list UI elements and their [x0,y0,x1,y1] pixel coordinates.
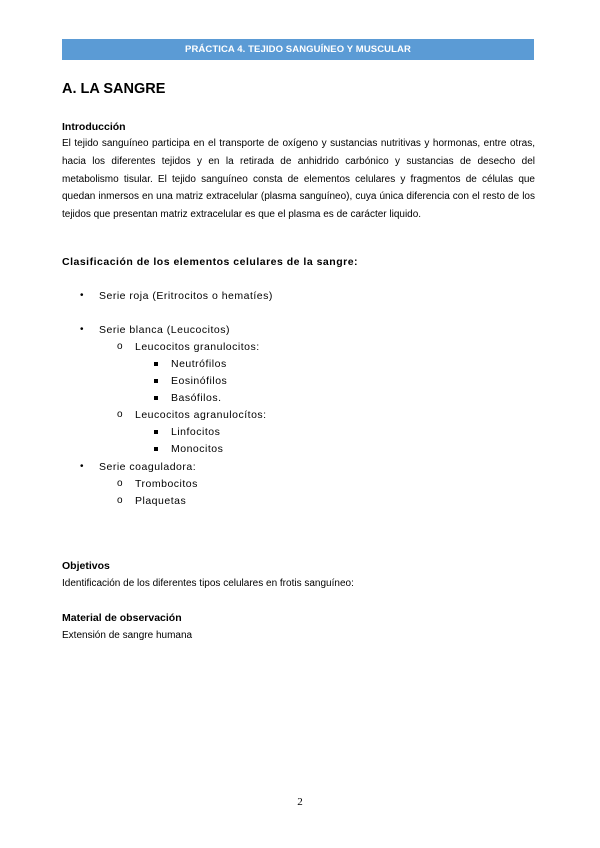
bullet-square-icon [154,447,158,451]
list-item-granulocitos: Leucocitos granulocitos: [135,341,260,353]
page-number: 2 [297,796,303,808]
list-item-neutrofilos: Neutrófilos [171,358,227,370]
page-header-bar: PRÁCTICA 4. TEJIDO SANGUÍNEO Y MUSCULAR [62,39,534,60]
list-item-eosinofilos: Eosinófilos [171,375,228,387]
bullet-circle-icon: o [117,478,123,489]
bullet-square-icon [154,362,158,366]
bullet-circle-icon: o [117,409,123,420]
material-text: Extensión de sangre humana [62,630,193,641]
list-item-serie-coaguladora: Serie coaguladora: [99,461,197,473]
list-item-agranulocitos: Leucocitos agranulocítos: [135,409,267,421]
bullet-dot-icon: • [80,324,84,335]
classification-heading: Clasificación de los elementos celulares de la sangre: [62,256,359,268]
intro-paragraph: El tejido sanguíneo participa en el transporte de oxígeno y sustancias nutritivas y hormonas, entre otras, hacia los diferentes tejidos y en la retirada de anhidrido carbónico y sustancias de desecho del metabolismo tisular. El tejido sanguíneo consta de elementos celulares y fragmentos de células que quedan inmersos en una matriz extracelular (plasma sanguíneo), cuya única diferencia con el resto de los tejidos que presentan matriz extracelular es que el plasma es de carácter liquido. [62,138,535,221]
bullet-dot-icon: • [80,290,84,301]
bullet-square-icon [154,379,158,383]
section-title: A. LA SANGRE [62,81,166,97]
bullet-square-icon [154,396,158,400]
bullet-dot-icon: • [80,461,84,472]
objetivos-heading: Objetivos [62,560,110,572]
list-item-serie-blanca: Serie blanca (Leucocitos) [99,324,230,336]
intro-heading: Introducción [62,121,126,133]
list-item-trombocitos: Trombocitos [135,478,198,490]
bullet-circle-icon: o [117,341,123,352]
material-heading: Material de observación [62,612,182,624]
list-item-serie-roja: Serie roja (Eritrocitos o hematíes) [99,290,273,302]
list-item-monocitos: Monocitos [171,443,224,455]
list-item-linfocitos: Linfocitos [171,426,221,438]
list-item-plaquetas: Plaquetas [135,495,187,507]
objetivos-text: Identificación de los diferentes tipos celulares en frotis sanguíneo: [62,578,354,589]
bullet-square-icon [154,430,158,434]
list-item-basofilos: Basófilos. [171,392,222,404]
bullet-circle-icon: o [117,495,123,506]
